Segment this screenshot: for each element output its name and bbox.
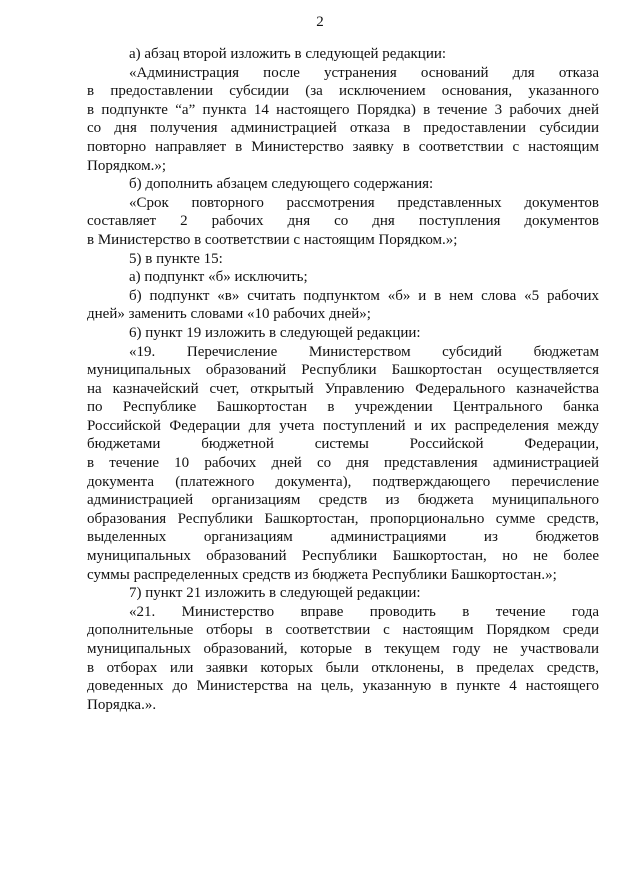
text-line: «19. Перечисление Министерством субсидий бюджетам (129, 343, 599, 360)
text-line: Российской Федерации для учета поступлений и их распределения между (87, 417, 599, 434)
text-line: составляет 2 рабочих дня со дня поступления документов (87, 213, 599, 230)
paragraph (87, 45, 599, 64)
text-line: со дня получения администрацией отказа в предоставлении субсидии (87, 120, 599, 137)
paragraph (87, 268, 599, 287)
text-line: в подпункте “а” пункта 14 настоящего Порядка) в течение 3 рабочих дней (87, 101, 599, 118)
text-line: «Срок повторного рассмотрения представленных документов (129, 194, 599, 211)
paragraph (87, 175, 599, 194)
text-line: выделенных организациям администрациями из бюджетов (87, 529, 599, 546)
text-line: муниципальных образований Республики Башкортостан, но не более (87, 548, 599, 565)
text-line: муниципальных образований Республики Башкортостан осуществляется (87, 362, 599, 379)
paragraph (87, 250, 599, 269)
text-line: дней» заменить словами «10 рабочих дней»; (87, 306, 371, 323)
text-line: муниципальных образований, которые в текущем году не участвовали (87, 641, 599, 657)
text-line: в Министерство в соответствии с настоящим Порядком.»; (87, 231, 458, 248)
paragraph (87, 324, 599, 343)
text-line: дополнительные отборы в соответствии с настоящим Порядком среди (87, 622, 599, 639)
text-line: бюджетами бюджетной системы Российской Федерации, (87, 436, 599, 453)
page-number: 2 (316, 14, 324, 30)
text-line: 6) пункт 19 изложить в следующей редакции: (129, 324, 421, 341)
text-line: «21. Министерство вправе проводить в течение года (129, 603, 599, 620)
text-line: повторно направляет в Министерство заявку в соответствии с настоящим (87, 138, 599, 155)
text-line: в отборах или заявки которых были отклонены, в пределах средств, (87, 659, 599, 676)
text-line: а) абзац второй изложить в следующей редакции: (129, 46, 447, 62)
paragraph (87, 64, 599, 176)
text-line: б) дополнить абзацем следующего содержания: (129, 176, 434, 193)
text-line: в предоставлении субсидии (за исключением основания, указанного (87, 83, 599, 100)
text-line: доведенных до Министерства на цель, указанную в пункте 4 настоящего (87, 678, 599, 695)
paragraph (87, 343, 599, 585)
text-line: Порядка.». (87, 696, 157, 713)
text-line: «Администрация после устранения оснований для отказа (129, 64, 599, 81)
paragraph (87, 287, 599, 324)
text-line: 5) в пункте 15: (129, 250, 223, 267)
text-line: а) подпункт «б» исключить; (129, 269, 308, 286)
document-body (87, 45, 599, 714)
text-line: 7) пункт 21 изложить в следующей редакции: (129, 585, 421, 602)
paragraph (87, 603, 599, 715)
text-line: б) подпункт «в» считать подпунктом «б» и в нем слова «5 рабочих (129, 287, 599, 304)
paragraph (87, 194, 599, 250)
text-line: образования Республики Башкортостан, пропорционально сумме средств, (87, 510, 599, 527)
text-line: в течение 10 рабочих дней со дня представления администрацией (87, 455, 599, 472)
text-line: документа (платежного документа), подтверждающего перечисление (87, 473, 599, 490)
paragraph (87, 584, 599, 603)
text-line: администрацией организациям средств из бюджета муниципального (87, 492, 599, 509)
text-line: по Республике Башкортостан в учреждении Центрального банка (87, 399, 599, 416)
text-line: на казначейский счет, открытый Управлению Федерального казначейства (87, 380, 599, 397)
text-line: суммы распределенных средств из бюджета Республики Башкортостан.»; (87, 566, 557, 583)
text-line: Порядком.»; (87, 157, 167, 174)
